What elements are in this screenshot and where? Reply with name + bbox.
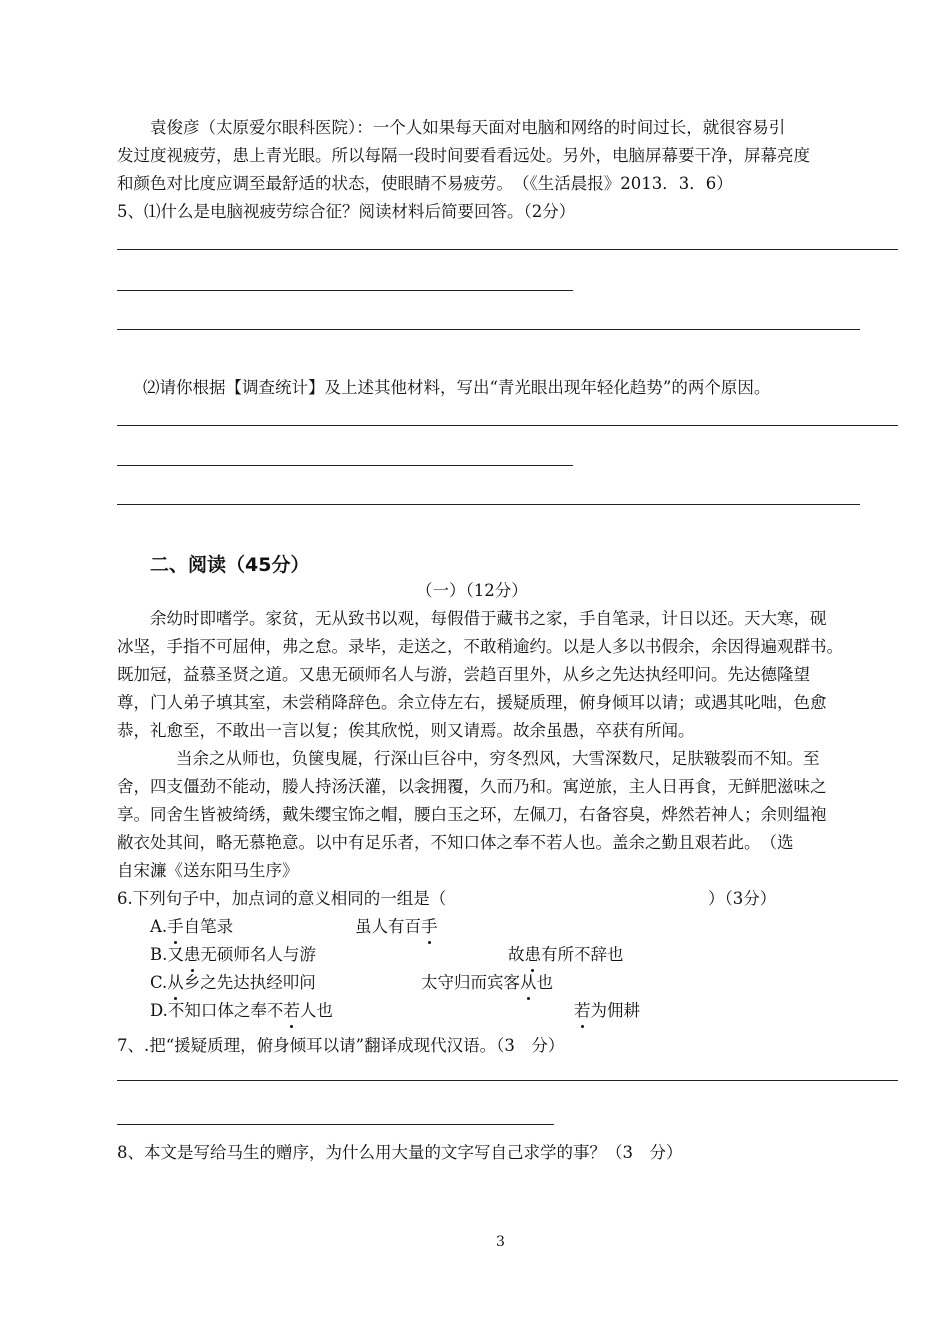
emphasized-word: 若 — [283, 997, 300, 1025]
option-c-sentence-2: 太守归而宾客从也 — [421, 969, 553, 997]
answer-line — [117, 1124, 554, 1125]
option-d-sentence-1: D.不知口体之奉不若人也 — [150, 997, 333, 1025]
passage-line: 恭，礼愈至，不敢出一言以复；俟其欣悦，则又请焉。故余虽愚，卒获有所闻。 — [117, 721, 695, 740]
page-number: 3 — [496, 1234, 505, 1250]
passage-line: 当余之从师也，负箧曳屣，行深山巨谷中，穷冬烈风，大雪深数尺，足肤皲裂而不知。至 — [176, 749, 820, 768]
passage-line: 余幼时即嗜学。家贫，无从致书以观，每假借于藏书之家，手自笔录，计日以还。天大寒，砚 — [150, 609, 827, 628]
intro-line-3: 和颜色对比度应调至最舒适的状态，使眼睛不易疲劳。 （《生活晨报》2013．3．6） — [117, 174, 733, 193]
answer-line — [117, 249, 898, 250]
passage-line: 自宋濂《送东阳马生序》 — [117, 861, 299, 880]
section-title: 二、阅读（45分） — [150, 554, 310, 576]
question-6-stem: 6.下列句子中，加点词的意义相同的一组是（ — [117, 889, 447, 908]
option-d-sentence-2: 若为佣耕 — [574, 997, 640, 1025]
answer-line — [117, 504, 860, 505]
emphasized-word: 从 — [520, 969, 537, 997]
passage-line: 享。同舍生皆被绮绣，戴朱缨宝饰之帽，腰白玉之环，左佩刀，右备容臭，烨然若神人；余则缊袍 — [117, 805, 827, 824]
question-6-score: ）（3分） — [708, 889, 777, 908]
passage-line: 舍，四支僵劲不能动，媵人持汤沃灌，以衾拥覆，久而乃和。寓逆旅，主人日再食，无鲜肥滋味之 — [117, 777, 827, 796]
answer-line — [117, 1080, 898, 1081]
section-subtitle: （一）（12分） — [416, 581, 528, 600]
intro-line-1: 袁俊彦（太原爱尔眼科医院）：一个人如果每天面对电脑和网络的时间过长，就很容易引 — [150, 118, 786, 137]
passage-line: 尊，门人弟子填其室，未尝稍降辞色。余立侍左右，援疑质理，俯身倾耳以请；或遇其叱咄，色愈 — [117, 693, 827, 712]
option-b-sentence-1: B.又患无硕师名人与游 — [150, 941, 316, 969]
passage-line: 冰坚，手指不可屈伸，弗之怠。录毕，走送之，不敢稍逾约。以是人多以书假余，余因得遍观群书。 — [117, 637, 843, 656]
intro-line-2: 发过度视疲劳，患上青光眼。所以每隔一段时间要看看远处。另外，电脑屏幕要干净，屏幕亮度 — [117, 146, 810, 165]
option-b-sentence-2: 故患有所不辞也 — [508, 941, 624, 969]
emphasized-word: 从 — [167, 969, 184, 997]
passage-line: 敝衣处其间，略无慕艳意。以中有足乐者，不知口体之奉不若人也。盖余之勤且艰若此。 （选 — [117, 833, 794, 852]
emphasized-word: 若 — [574, 997, 591, 1025]
question-8: 8、本文是写给马生的赠序，为什么用大量的文字写自己求学的事？（3 分） — [117, 1143, 683, 1162]
option-a-sentence-1: A.手自笔录 — [150, 913, 233, 941]
option-c-sentence-1: C.从乡之先达执经叩问 — [150, 969, 316, 997]
question-5-part-2: ⑵请你根据【调查统计】及上述其他材料，写出“青光眼出现年轻化趋势”的两个原因。 — [143, 378, 771, 397]
answer-line — [117, 329, 860, 330]
emphasized-word: 患 — [184, 941, 201, 969]
question-5-part-1: 5、⑴什么是电脑视疲劳综合征？阅读材料后简要回答。（2分） — [117, 202, 576, 221]
question-7: 7、.把“援疑质理，俯身倾耳以请”翻译成现代汉语。（3 分） — [117, 1036, 565, 1055]
emphasized-word: 手 — [167, 913, 184, 941]
answer-line — [117, 290, 573, 291]
passage-line: 既加冠，益慕圣贤之道。又患无硕师名人与游，尝趋百里外，从乡之先达执经叩问。先达德隆望 — [117, 665, 810, 684]
option-a-sentence-2: 虽人有百手 — [355, 913, 438, 941]
answer-line — [117, 425, 898, 426]
emphasized-word: 手 — [421, 913, 438, 941]
emphasized-word: 患 — [525, 941, 542, 969]
answer-line — [117, 465, 573, 466]
